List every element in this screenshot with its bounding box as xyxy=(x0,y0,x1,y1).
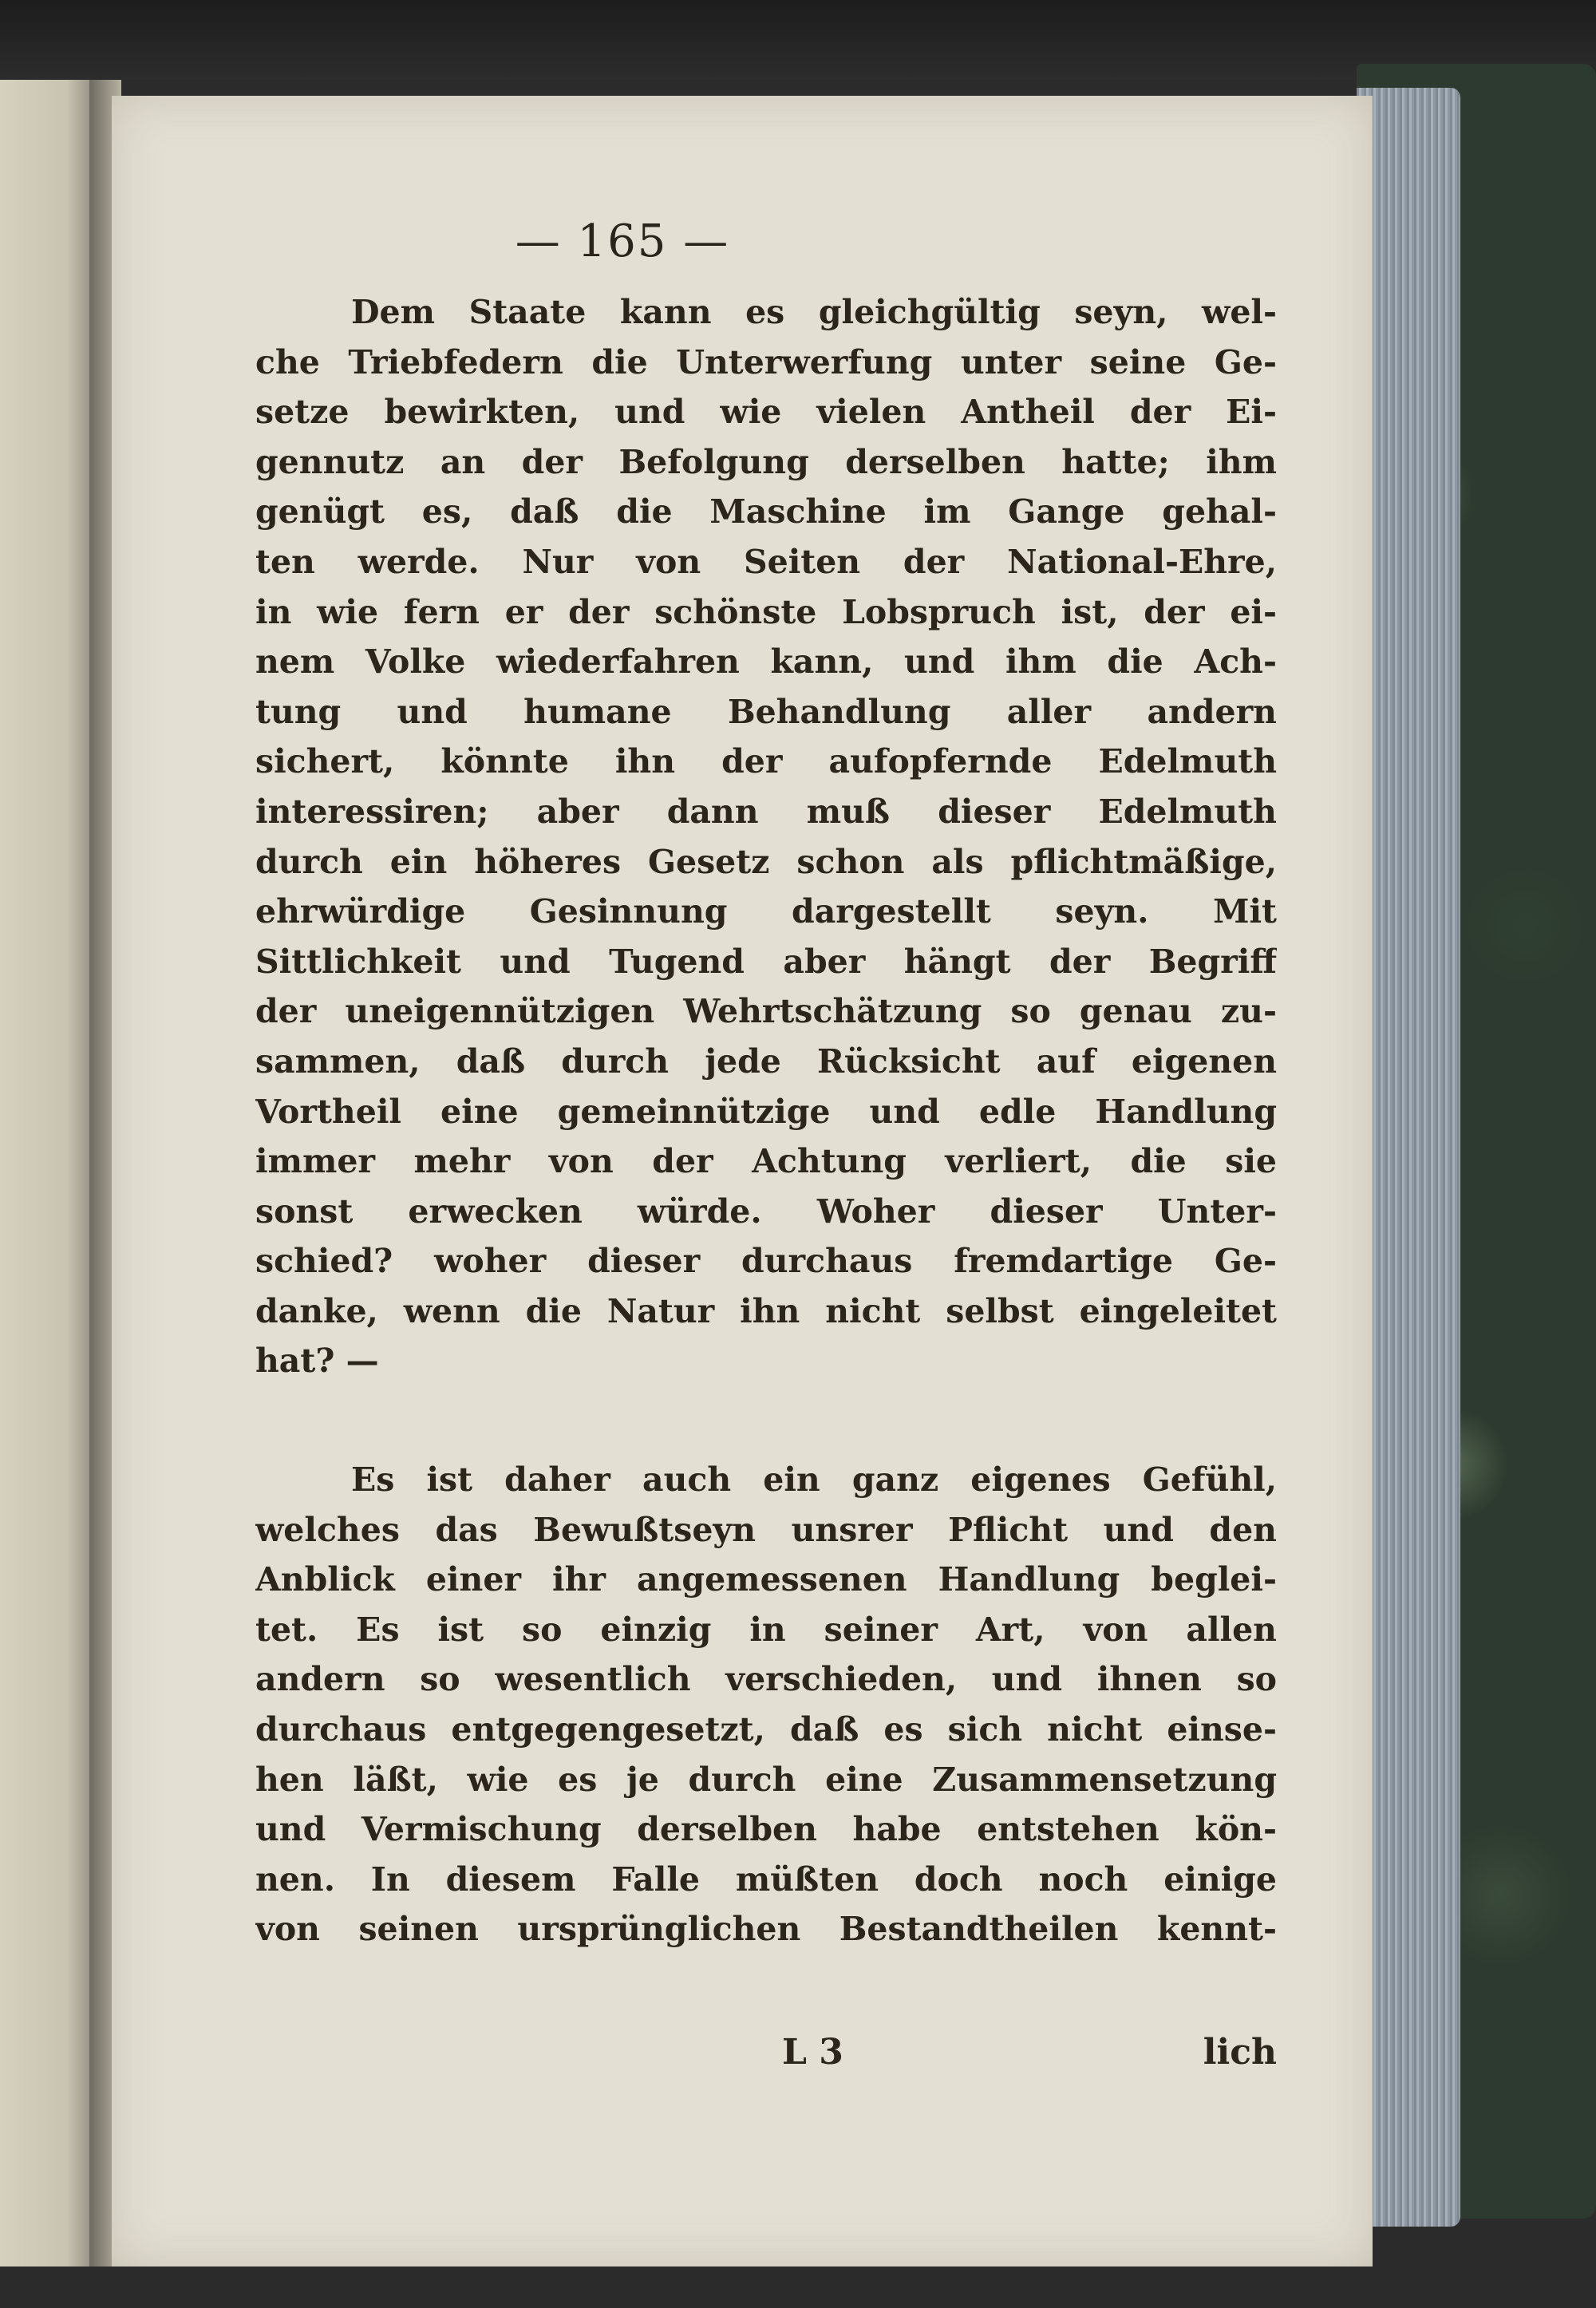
text-line: setze bewirkten, und wie vielen Antheil der Ei- xyxy=(255,393,1277,432)
catchword: lich xyxy=(1203,2032,1277,2073)
text-line: der uneigennützigen Wehrtschätzung so genau zu- xyxy=(255,992,1277,1031)
text-line: hat? — xyxy=(255,1342,379,1381)
text-line: tet. Es ist so einzig in seiner Art, von allen xyxy=(255,1610,1277,1649)
text-line: von seinen ursprünglichen Bestandtheilen kennt- xyxy=(255,1910,1277,1949)
text-line: Vortheil eine gemeinnützige und edle Handlung xyxy=(255,1092,1277,1131)
page-footer xyxy=(255,2032,1277,2080)
text-line: durchaus entgegengesetzt, daß es sich nicht einse- xyxy=(255,1710,1277,1749)
text-line: Es ist daher auch ein ganz eigenes Gefühl, xyxy=(351,1460,1277,1500)
text-line: genügt es, daß die Maschine im Gange gehal- xyxy=(255,492,1277,532)
text-line: nem Volke wiederfahren kann, und ihm die Ach- xyxy=(255,642,1277,682)
text-line: sammen, daß durch jede Rücksicht auf eigenen xyxy=(255,1041,1277,1081)
text-line: Sittlichkeit und Tugend aber hängt der Begriff xyxy=(255,942,1277,981)
body-text xyxy=(255,287,1277,1954)
signature-mark: L 3 xyxy=(782,2032,843,2073)
text-line: und Vermischung derselben habe entstehen kön- xyxy=(255,1810,1277,1849)
text-line: Dem Staate kann es gleichgültig seyn, wel- xyxy=(351,293,1277,331)
text-line: welches das Bewußtseyn unsrer Pflicht und den xyxy=(255,1510,1277,1549)
paragraph-1 xyxy=(255,287,1277,1386)
text-line: nen. In diesem Falle müßten doch noch einige xyxy=(255,1859,1277,1899)
text-line: andern so wesentlich verschieden, und ihnen so xyxy=(255,1660,1277,1699)
text-line: in wie fern er der schönste Lobspruch ist, der ei- xyxy=(255,592,1277,631)
right-page xyxy=(112,96,1373,2267)
text-line: sonst erwecken würde. Woher dieser Unter- xyxy=(255,1192,1277,1231)
text-line: immer mehr von der Achtung verliert, die sie xyxy=(255,1142,1277,1181)
text-line: hen läßt, wie es je durch eine Zusammensetzung xyxy=(255,1760,1277,1799)
paragraph-gap xyxy=(255,1386,1277,1455)
text-line: ehrwürdige Gesinnung dargestellt seyn. Mit xyxy=(255,892,1277,931)
text-line: durch ein höheres Gesetz schon als pflichtmäßige, xyxy=(255,842,1277,881)
left-page-edge xyxy=(0,80,96,2267)
page-number: — 165 — xyxy=(515,215,730,267)
text-line: ten werde. Nur von Seiten der National-Ehre, xyxy=(255,542,1277,581)
text-line: interessiren; aber dann muß dieser Edelmuth xyxy=(255,792,1277,831)
text-line: Anblick einer ihr angemessenen Handlung beglei- xyxy=(255,1560,1277,1599)
paragraph-2 xyxy=(255,1455,1277,1954)
text-line: danke, wenn die Natur ihn nicht selbst eingeleitet xyxy=(255,1291,1277,1330)
text-line: che Triebfedern die Unterwerfung unter seine Ge- xyxy=(255,342,1277,381)
text-line: schied? woher dieser durchaus fremdartige Ge- xyxy=(255,1242,1277,1281)
text-line: gennutz an der Befolgung derselben hatte; ihm xyxy=(255,442,1277,481)
text-line: tung und humane Behandlung aller andern xyxy=(255,692,1277,731)
text-line: sichert, könnte ihn der aufopfernde Edelmuth xyxy=(255,742,1277,781)
